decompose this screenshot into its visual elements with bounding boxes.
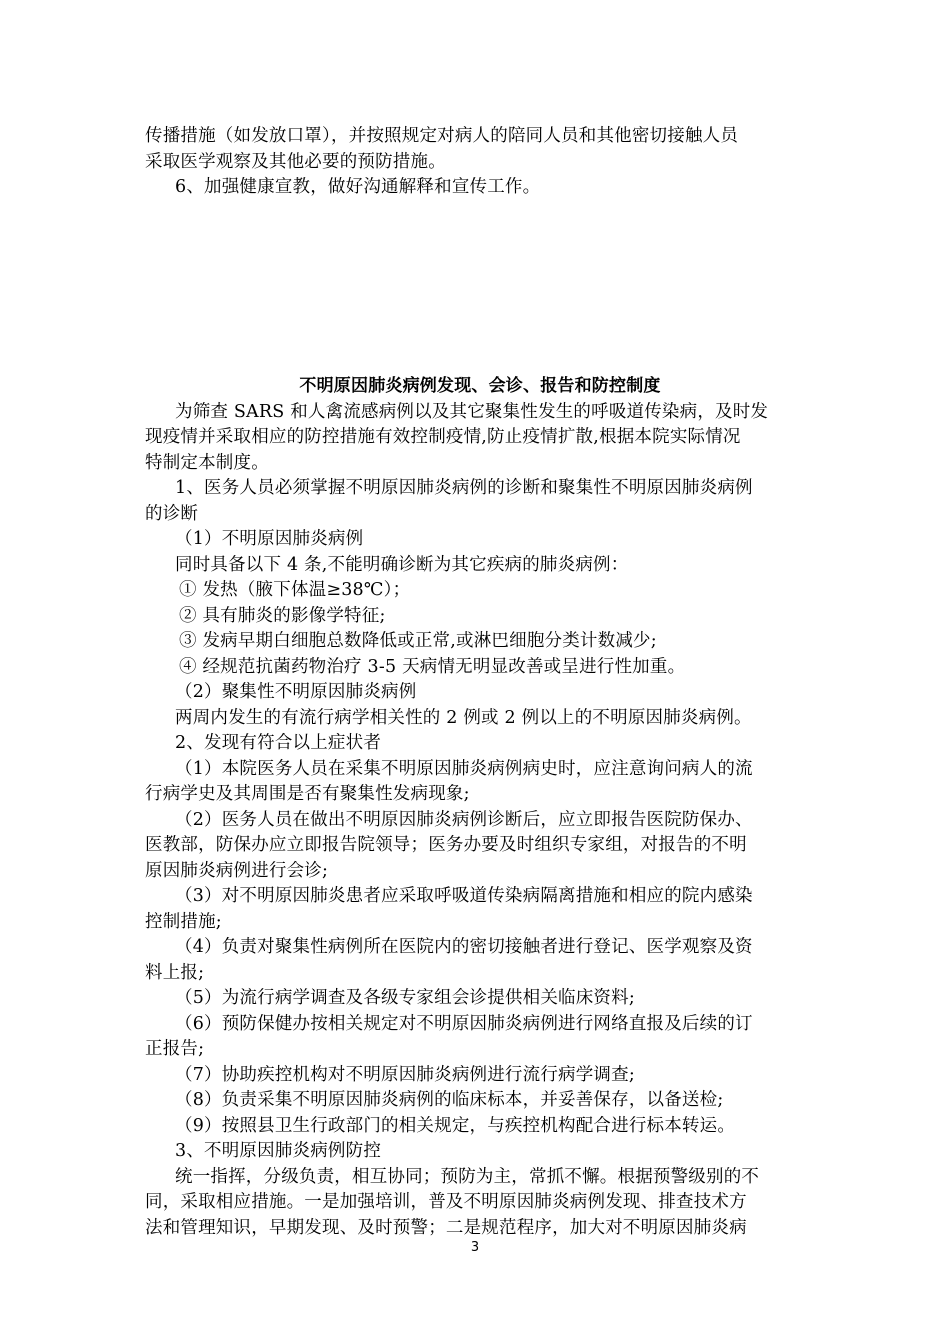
criteria-item: ④ 经规范抗菌药物治疗 3-5 天病情无明显改善或呈进行性加重。 xyxy=(179,656,686,677)
list-item: （2）医务人员在做出不明原因肺炎病例诊断后，应立即报告医院防保办、 xyxy=(175,809,753,830)
paragraph-line: 料上报; xyxy=(145,962,205,983)
criteria-item: ① 发热（腋下体温≥38℃）； xyxy=(179,580,411,600)
paragraph-line: 同，采取相应措施。一是加强培训，普及不明原因肺炎病例发现、排查技术方 xyxy=(145,1192,747,1212)
document-title: 不明原因肺炎病例发现、会诊、报告和防控制度 xyxy=(299,376,661,396)
section-heading: 1、医务人员必须掌握不明原因肺炎病例的诊断和聚集性不明原因肺炎病例 xyxy=(175,478,753,498)
paragraph-line: 同时具备以下 4 条,不能明确诊断为其它疾病的肺炎病例： xyxy=(175,554,629,575)
list-item: （1）本院医务人员在采集不明原因肺炎病例病史时，应注意询问病人的流 xyxy=(175,758,753,779)
list-item: （9）按照县卫生行政部门的相关规定，与疾控机构配合进行标本转运。 xyxy=(175,1115,736,1136)
subsection-heading: （2）聚集性不明原因肺炎病例 xyxy=(175,682,417,702)
top-text-block xyxy=(145,124,815,201)
criteria-item: ③ 发病早期白细胞总数降低或正常,或淋巴细胞分类计数减少; xyxy=(179,631,657,651)
paragraph-line: 原因肺炎病例进行会诊; xyxy=(145,860,329,881)
paragraph-line: 正报告; xyxy=(145,1039,205,1059)
paragraph-line: 控制措施; xyxy=(145,911,222,932)
paragraph-line: 为筛查 SARS 和人禽流感病例以及其它聚集性发生的呼吸道传染病，及时发 xyxy=(175,401,769,422)
paragraph-line: 特制定本制度。 xyxy=(145,452,269,473)
paragraph-line: 两周内发生的有流行病学相关性的 2 例或 2 例以上的不明原因肺炎病例。 xyxy=(175,707,752,728)
list-item: （4）负责对聚集性病例所在医院内的密切接触者进行登记、医学观察及资 xyxy=(175,937,753,957)
paragraph-line: 统一指挥，分级负责，相互协同；预防为主，常抓不懈。根据预警级别的不 xyxy=(175,1166,760,1187)
list-item: （5）为流行病学调查及各级专家组会诊提供相关临床资料; xyxy=(175,988,635,1008)
list-item: （8）负责采集不明原因肺炎病例的临床标本，并妥善保存，以备送检; xyxy=(175,1090,724,1110)
paragraph-line: 法和管理知识，早期发现、及时预警；二是规范程序，加大对不明原因肺炎病 xyxy=(145,1217,747,1238)
paragraph-line: 的诊断 xyxy=(145,503,199,524)
criteria-item: ② 具有肺炎的影像学特征; xyxy=(179,605,386,626)
page-number: 3 xyxy=(470,1240,480,1255)
paragraph-line: 行病学史及其周围是否有聚集性发病现象; xyxy=(145,784,470,804)
list-item: （7）协助疾控机构对不明原因肺炎病例进行流行病学调查; xyxy=(175,1064,635,1085)
main-text-block xyxy=(145,374,815,1241)
section-heading: 2、发现有符合以上症状者 xyxy=(175,733,382,753)
subsection-heading: （1）不明原因肺炎病例 xyxy=(175,529,364,549)
paragraph-line: 传播措施（如发放口罩），并按照规定对病人的陪同人员和其他密切接触人员 xyxy=(145,126,739,146)
paragraph-line: 6、加强健康宣教，做好沟通解释和宣传工作。 xyxy=(175,177,541,197)
section-heading: 3、不明原因肺炎病例防控 xyxy=(175,1141,382,1161)
paragraph-line: 现疫情并采取相应的防控措施有效控制疫情,防止疫情扩散,根据本院实际情况 xyxy=(145,427,741,447)
paragraph-line: 医教部，防保办应立即报告院领导；医务办要及时组织专家组，对报告的不明 xyxy=(145,835,747,855)
list-item: （6）预防保健办按相关规定对不明原因肺炎病例进行网络直报及后续的订 xyxy=(175,1013,753,1034)
list-item: （3）对不明原因肺炎患者应采取呼吸道传染病隔离措施和相应的院内感染 xyxy=(175,886,753,906)
paragraph-line: 采取医学观察及其他必要的预防措施。 xyxy=(145,151,446,172)
